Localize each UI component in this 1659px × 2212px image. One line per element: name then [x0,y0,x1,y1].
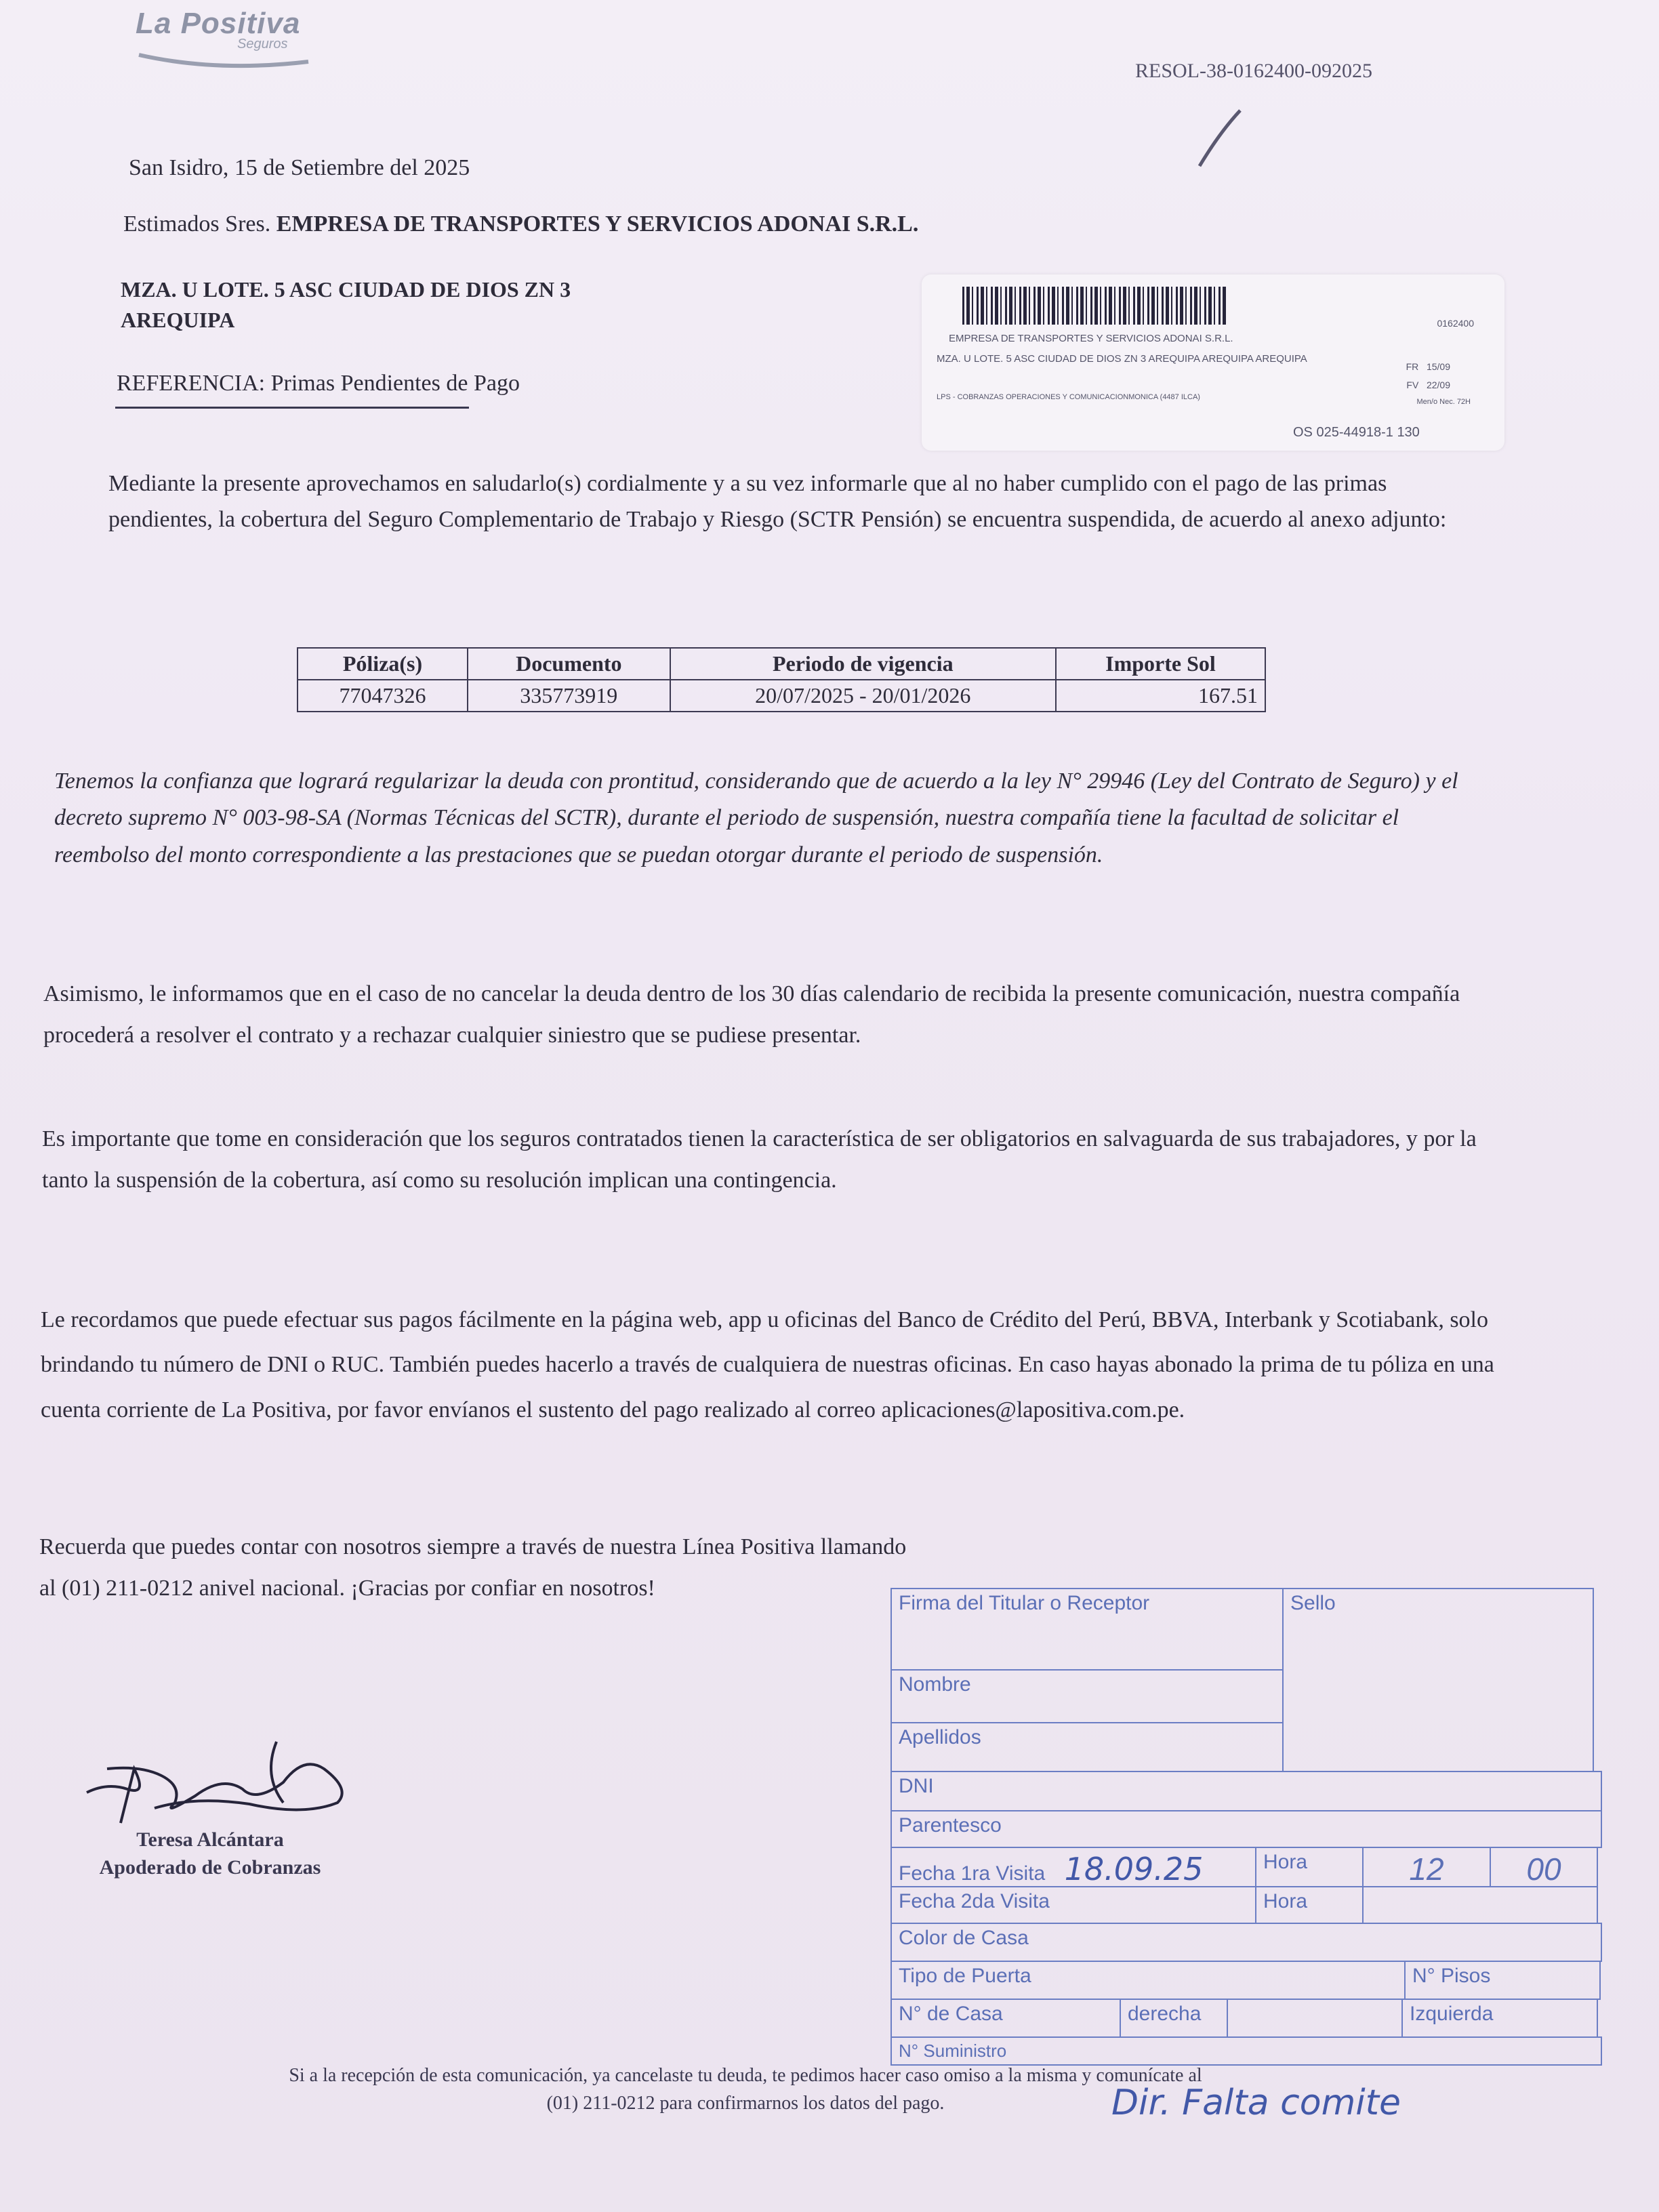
letter-date: San Isidro, 15 de Setiembre del 2025 [129,155,470,180]
handwritten-note: Dir. Falta comite [1111,2083,1401,2123]
label-address: MZA. U LOTE. 5 ASC CIUDAD DE DIOS ZN 3 AREQUIPA AREQUIPA AREQUIPA [937,353,1307,365]
signer-title: Apoderado de Cobranzas [99,1856,321,1879]
paragraph-important: Es importante que tome en consideración que los seguros contratados tienen la característica de ser obligatorios en salvaguarda de sus trabajadores, y por la tanto la suspensión de la cobertura, así como su resolución implican una contingencia. [42,1126,1477,1193]
cell-documento: 335773919 [468,680,670,712]
signature-icon [80,1728,365,1830]
reference-label: REFERENCIA: [117,371,266,396]
cell-importe: 167.51 [1056,680,1265,712]
reference-underline [115,407,469,409]
fv-value: 22/09 [1426,380,1450,390]
form-derecha-value [1227,1999,1403,2038]
form-sello: Sello [1282,1588,1594,1772]
form-visita2: Fecha 2da Visita [890,1886,1256,1924]
intro-paragraph: Mediante la presente aprovechamos en saludarlo(s) cordialmente y a su vez informarle que al no haber cumplido con el pago de las primas pendientes, la cobertura del Seguro Complementario de Trabajo y Riesgo (SCTR Pensión) se encuentra suspendida, de acuerdo al anexo adjunto: [108,471,1447,532]
header-importe: Importe Sol [1056,648,1265,680]
form-izquierda: Izquierda [1401,1999,1598,2038]
fr-label: FR [1406,361,1419,372]
logo-swoosh-icon [136,52,312,70]
salutation-prefix: Estimados Sres. [123,211,271,237]
address-line: MZA. U LOTE. 5 ASC CIUDAD DE DIOS ZN 3 [121,277,571,302]
header-poliza: Póliza(s) [298,648,468,680]
company-name: EMPRESA DE TRANSPORTES Y SERVICIOS ADONAI S.R.L. [276,211,919,237]
cell-poliza: 77047326 [298,680,468,712]
checkmark-icon [1193,105,1247,173]
visita1-label: Fecha 1ra Visita [899,1862,1046,1885]
label-fv [1406,380,1450,390]
fr-value: 15/09 [1426,361,1450,372]
form-derecha: derecha [1120,1999,1228,2038]
visita1-value: 18.09.25 [1064,1851,1204,1887]
label-os: OS 025-44918-1 130 [1293,425,1420,440]
form-dni: DNI [890,1771,1602,1811]
label-fr [1406,361,1450,372]
table-row [298,680,1265,712]
form-hora2-value [1362,1886,1598,1924]
barcode-icon [962,287,1227,325]
label-small: Men/o Nec. 72H [1416,398,1471,406]
paragraph-payment: Le recordamos que puede efectuar sus pagos fácilmente en la página web, app u oficinas del Banco de Crédito del Perú, BBVA, Interbank y Scotiabank, solo brindando tu número de DNI o RUC. También puedes hacerlo a través de cualquiera de nuestras oficinas. En caso hayas abonado la prima de tu póliza en una cuenta corriente de La Positiva, por favor envíanos el sustento del pago realizado al correo aplicaciones@lapositiva.com.pe. [41,1307,1494,1422]
salutation [123,207,918,241]
header-documento: Documento [468,648,670,680]
resolution-code: RESOL-38-0162400-092025 [1135,60,1372,82]
hora-value-minute: 00 [1490,1847,1598,1887]
cell-periodo: 20/07/2025 - 20/01/2026 [670,680,1056,712]
paragraph-cancel: Asimismo, le informamos que en el caso de no cancelar la deuda dentro de los 30 días calendario de recibida la presente comunicación, nuestra compañía procederá a resolver el contrato y a rechazar cualquier siniestro que se pudiese presentar. [43,981,1460,1048]
signer-block [61,1826,359,1881]
hora-value-hour: 12 [1362,1847,1491,1887]
signer-name: Teresa Alcántara [136,1828,284,1851]
form-suministro: N° Suministro [890,2036,1602,2066]
form-hora2: Hora [1255,1886,1364,1924]
company-logo [136,7,312,73]
form-n-casa: N° de Casa [890,1999,1121,2038]
label-code: 0162400 [1437,318,1474,329]
address-block [121,274,571,335]
footer-phone: (01) 211-0212 para confirmarnos los datos del pago. [546,2092,945,2114]
address-city: AREQUIPA [121,307,235,332]
label-recipient: EMPRESA DE TRANSPORTES Y SERVICIOS ADONAI S.R.L. [949,333,1233,344]
paragraph-contact: Recuerda que puedes contar con nosotros siempre a través de nuestra Línea Positiva llamando al (01) 211-0212 anivel nacional. ¡Gracias por confiar en nosotros! [39,1534,907,1601]
policy-table [297,647,1266,712]
fv-label: FV [1406,380,1419,390]
form-firma: Firma del Titular o Receptor [890,1588,1284,1671]
header-periodo: Periodo de vigencia [670,648,1056,680]
form-hora: Hora [1255,1847,1364,1887]
logo-subtext: Seguros [237,37,288,52]
footer-line: Si a la recepción de esta comunicación, ya cancelaste tu deuda, te pedimos hacer caso omiso a la misma y comunícate al [289,2065,1202,2086]
visit-form [888,1588,1599,2066]
table-header-row [298,648,1265,680]
reference [117,366,520,401]
form-tipo-puerta: Tipo de Puerta [890,1961,1406,2000]
form-parentesco: Parentesco [890,1810,1602,1848]
label-sender: LPS - COBRANZAS OPERACIONES Y COMUNICACIONMONICA (4487 ILCA) [937,393,1200,401]
logo-text: La Positiva [136,7,301,40]
form-nombre: Nombre [890,1669,1284,1723]
form-visita1 [890,1847,1256,1887]
paragraph-confidence: Tenemos la confianza que logrará regularizar la deuda con prontitud, considerando que de acuerdo a la ley N° 29946 (Ley del Contrato de Seguro) y el decreto supremo N° 003-98-SA (Normas Técnicas del SCTR), durante el periodo de suspensión, nuestra compañía tiene la facultad de solicitar el reembolso del monto correspondiente a las prestaciones que se puedan otorgar durante el periodo de suspensión. [54,769,1458,867]
mailing-label [922,274,1504,451]
form-n-pisos: N° Pisos [1404,1961,1601,2000]
form-color-casa: Color de Casa [890,1923,1602,1962]
reference-text: Primas Pendientes de Pago [270,371,520,396]
form-apellidos: Apellidos [890,1722,1284,1772]
